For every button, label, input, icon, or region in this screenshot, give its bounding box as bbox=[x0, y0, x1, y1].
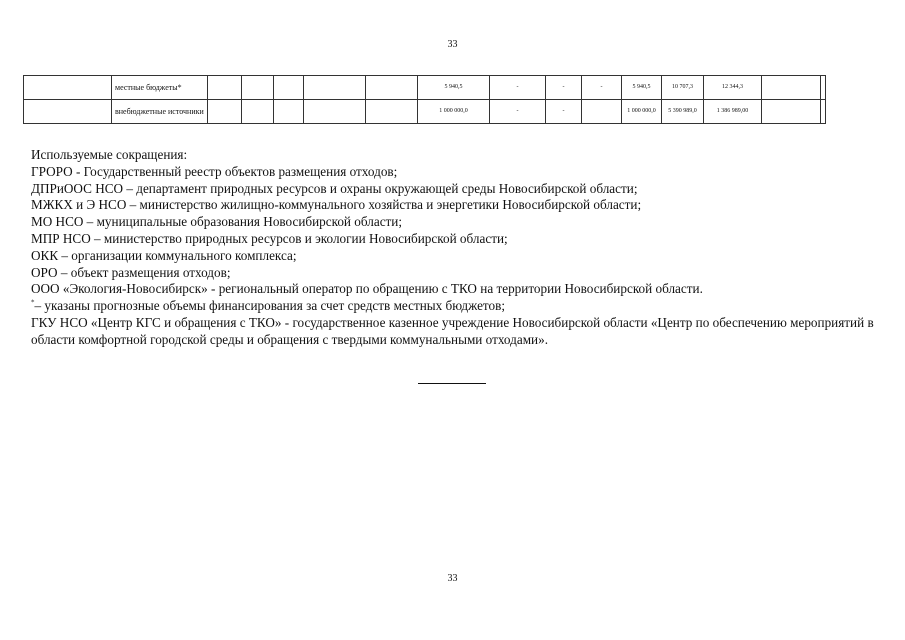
page-number-top: 33 bbox=[447, 39, 458, 50]
abbreviation-item: МО НСО – муниципальные образования Новосибирской области; bbox=[31, 214, 403, 230]
abbreviation-item: ОКК – организации коммунального комплекса; bbox=[31, 247, 297, 263]
table-cell bbox=[366, 100, 418, 124]
table-cell: - bbox=[490, 100, 546, 124]
abbreviation-item: ООО «Экология-Новосибирск» - региональный оператор по обращению с ТКО на территории Новосибирской области. bbox=[31, 281, 703, 297]
footnote-line bbox=[31, 298, 891, 315]
table-cell bbox=[208, 76, 242, 100]
row-label: местные бюджеты* bbox=[112, 76, 208, 100]
abbreviation-item: ГРОРО - Государственный реестр объектов размещения отходов; bbox=[31, 163, 398, 179]
page-number-bottom: 33 bbox=[447, 573, 458, 584]
table-cell: - bbox=[582, 76, 622, 100]
table-cell bbox=[821, 100, 826, 124]
table-cell: 1 000 000,0 bbox=[622, 100, 662, 124]
table-cell bbox=[208, 100, 242, 124]
table-cell bbox=[366, 76, 418, 100]
row-label: внебюджетные источники bbox=[112, 100, 208, 124]
end-divider-line bbox=[418, 383, 486, 384]
table-cell: 1 000 000,0 bbox=[418, 100, 490, 124]
abbreviation-item: МПР НСО – министерство природных ресурсов и экологии Новосибирской области; bbox=[31, 230, 508, 246]
table-row bbox=[24, 100, 826, 124]
table-cell bbox=[242, 100, 274, 124]
table-cell: 5 390 989,0 bbox=[662, 100, 704, 124]
table-cell bbox=[304, 76, 366, 100]
table-cell-blank bbox=[24, 100, 112, 124]
table-cell-blank bbox=[24, 76, 112, 100]
table-cell: - bbox=[546, 100, 582, 124]
table-cell bbox=[242, 76, 274, 100]
table-cell: 10 707,3 bbox=[662, 76, 704, 100]
table-cell: - bbox=[490, 76, 546, 100]
table-cell: 12 344,3 bbox=[704, 76, 762, 100]
table-row bbox=[24, 76, 826, 100]
table-cell bbox=[762, 76, 821, 100]
footnote-text: – указаны прогнозные объемы финансирования за счет средств местных бюджетов; bbox=[34, 298, 505, 314]
abbreviation-item: МЖКХ и Э НСО – министерство жилищно-коммунального хозяйства и энергетики Новосибирской области; bbox=[31, 197, 642, 213]
table-cell bbox=[821, 76, 826, 100]
table-cell: 5 940,5 bbox=[418, 76, 490, 100]
abbreviation-item: ДПРиООС НСО – департамент природных ресурсов и охраны окружающей среды Новосибирской области; bbox=[31, 180, 638, 196]
table-cell bbox=[582, 100, 622, 124]
table-cell: - bbox=[546, 76, 582, 100]
table-cell bbox=[304, 100, 366, 124]
footnote-mark: * bbox=[31, 298, 35, 307]
table-cell: 1 386 989,00 bbox=[704, 100, 762, 124]
budget-table bbox=[23, 75, 826, 124]
abbreviations-heading: Используемые сокращения: bbox=[31, 147, 188, 162]
abbreviation-item: ОРО – объект размещения отходов; bbox=[31, 264, 231, 280]
table-cell bbox=[274, 100, 304, 124]
table-cell bbox=[762, 100, 821, 124]
abbreviations-block bbox=[31, 147, 891, 349]
table-cell bbox=[274, 76, 304, 100]
abbreviation-item: ГКУ НСО «Центр КГС и обращения с ТКО» - государственное казенное учреждение Новосибирской области «Центр по обеспечению мероприятий в области комфортной городской среды и обращения с твердыми коммунальными отходами». bbox=[31, 314, 874, 347]
table-cell: 5 940,5 bbox=[622, 76, 662, 100]
